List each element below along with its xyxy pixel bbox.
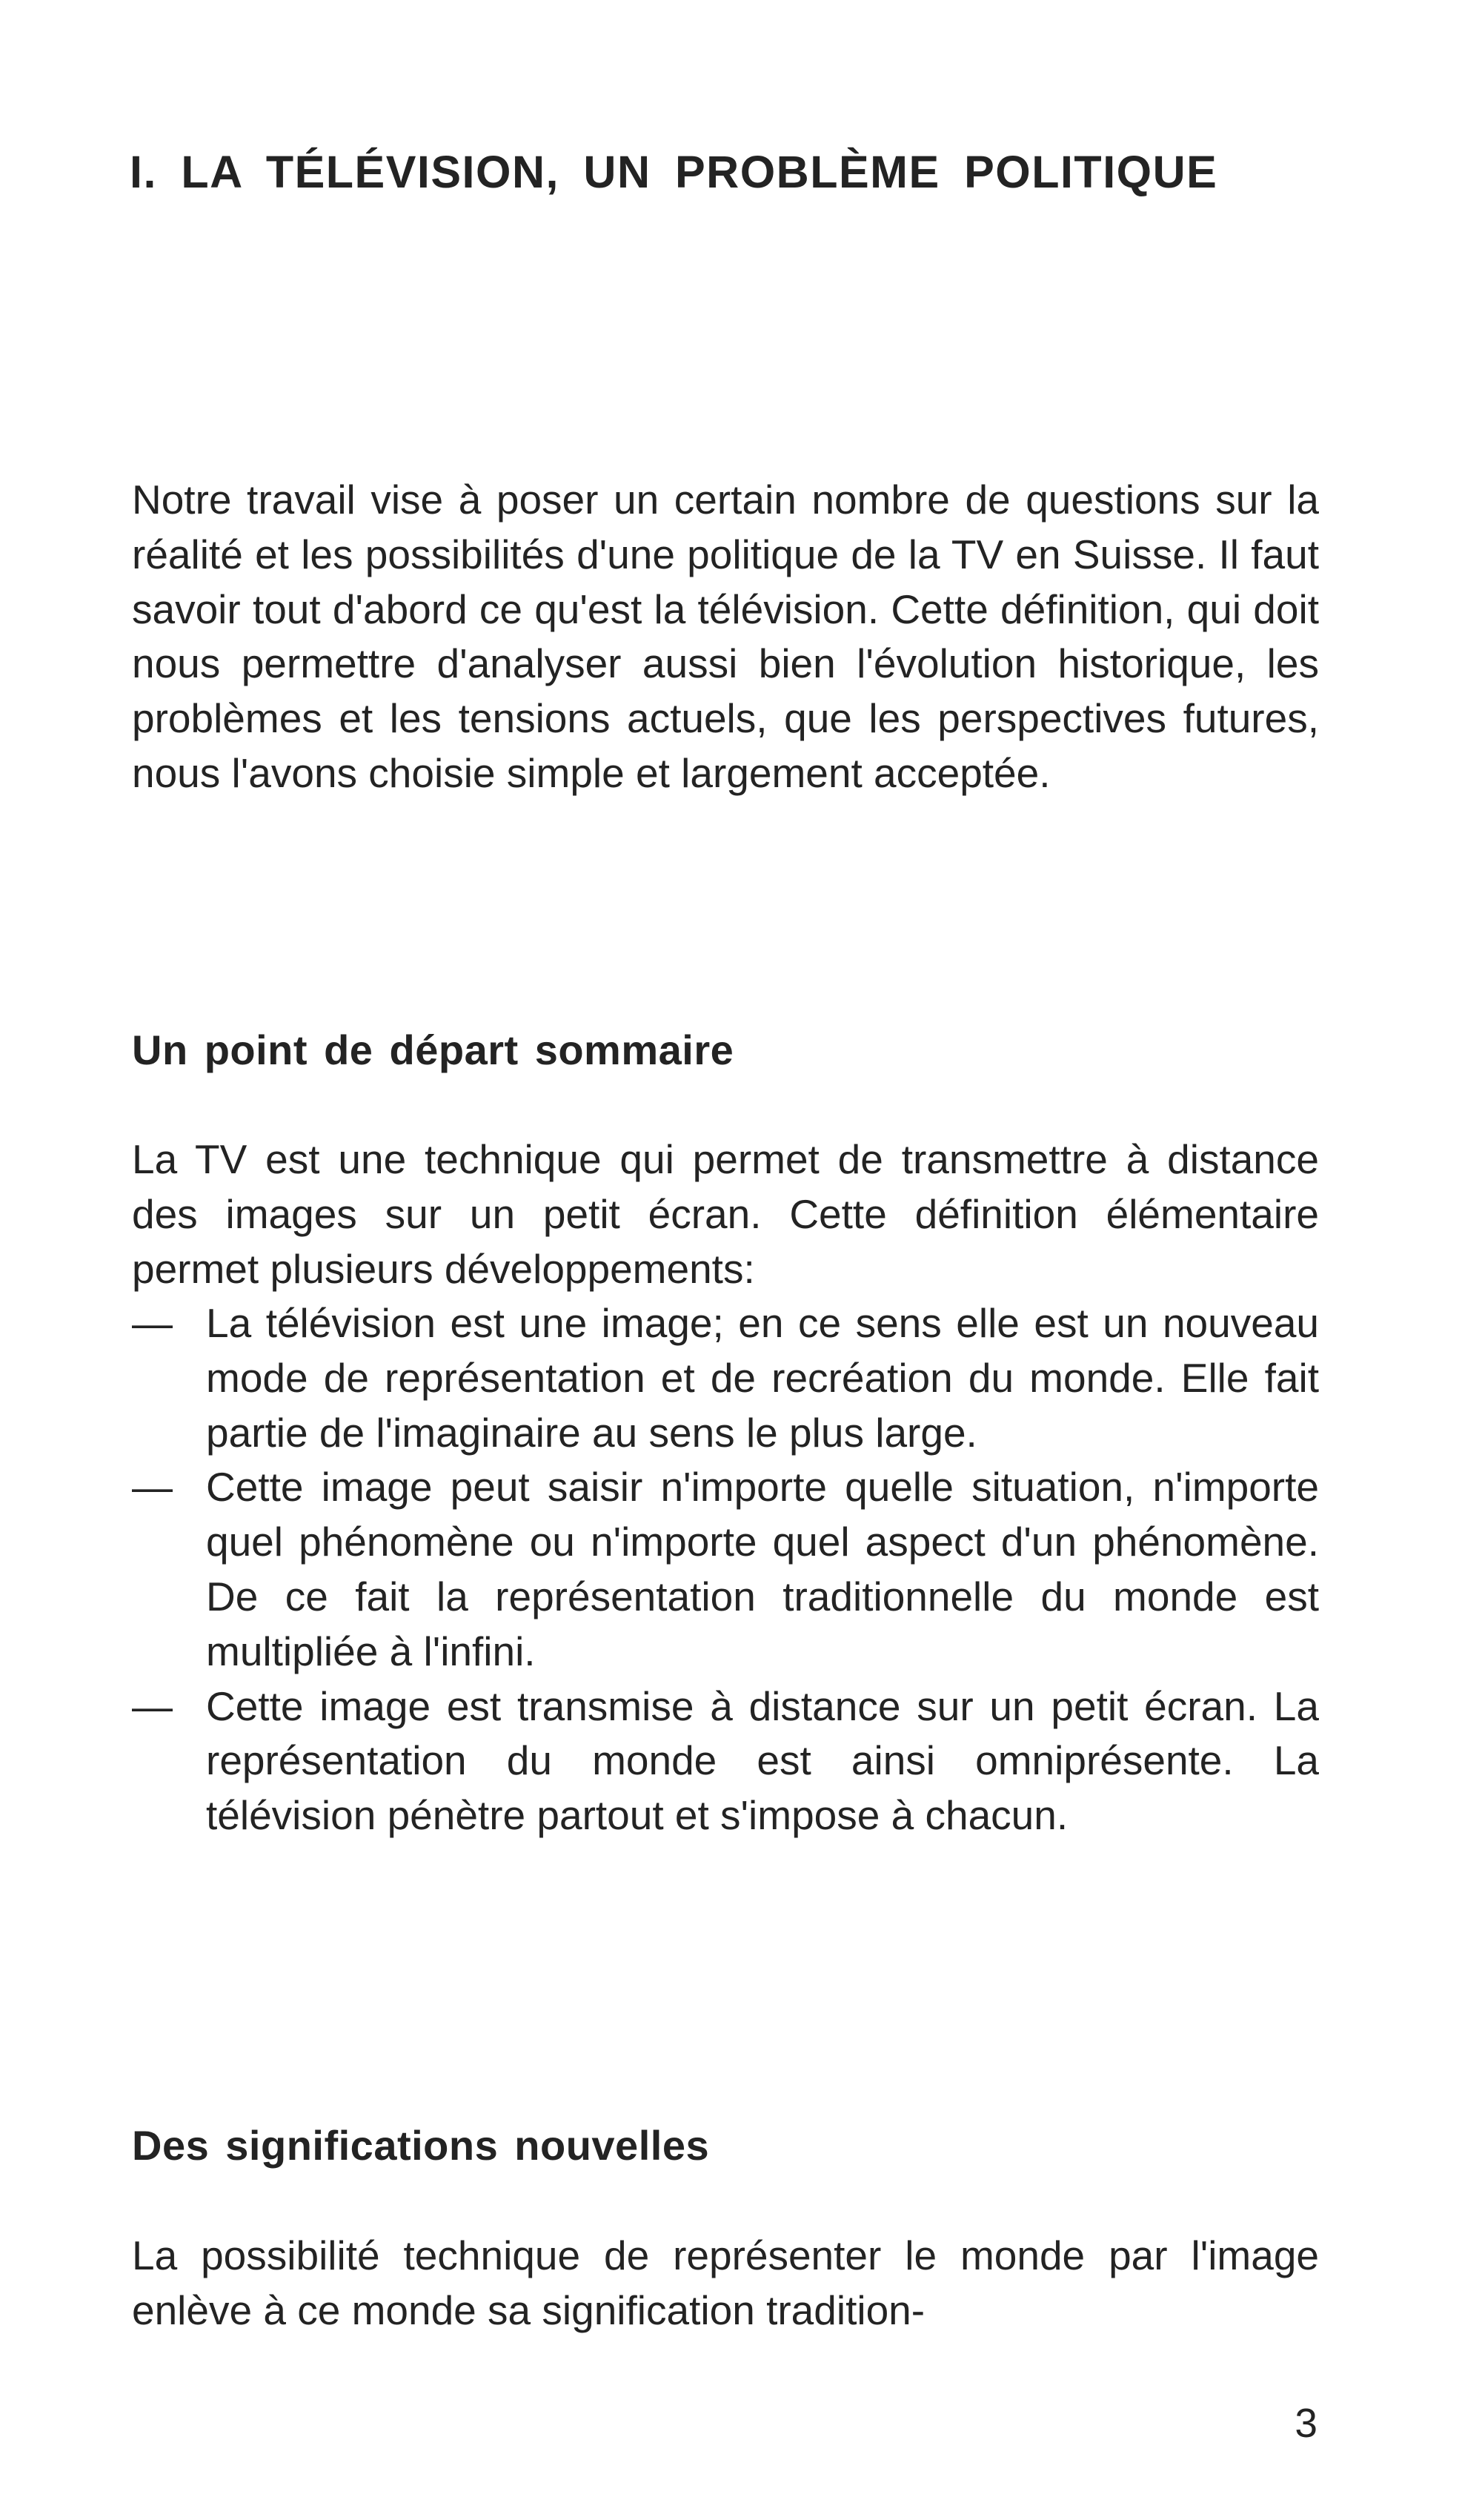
em-dash-marker: — xyxy=(132,1682,173,1729)
list-item xyxy=(132,1460,1319,1679)
list-item-text: La télévision est une image; en ce sens elle est un nouveau mode de représentation et de recréation du monde. Elle fait partie de l'imaginaire au sens le plus large. xyxy=(206,1300,1319,1456)
em-dash-marker: — xyxy=(132,1300,173,1346)
chapter-title: I. LA TÉLÉVISION, UN PROBLÈME POLITIQUE xyxy=(130,147,1218,197)
significations-paragraph: La possibilité technique de représenter le monde par l'image enlève à ce monde sa signification tradition- xyxy=(132,2232,1319,2333)
list-item xyxy=(132,1296,1319,1460)
section-heading-significations: Des significations nouvelles xyxy=(132,2122,710,2169)
section-heading-point-de-depart: Un point de départ sommaire xyxy=(132,1027,734,1073)
definition-paragraph: La TV est une technique qui permet de transmettre à distance des images sur un petit écran. Cette définition élémentaire permet plusieurs développements: xyxy=(132,1136,1319,1292)
development-list xyxy=(132,1296,1319,1843)
page-number: 3 xyxy=(1295,2400,1317,2446)
intro-paragraph: Notre travail vise à poser un certain nombre de questions sur la réalité et les possibilités d'une politique de la TV en Suisse. Il faut savoir tout d'abord ce qu'est la télévision. Cette définition, qui doit nous permettre d'analyser aussi bien l'évolution historique, les problèmes et les tensions actuels, que les perspectives futures, nous l'avons choisie simple et largement acceptée. xyxy=(132,477,1319,796)
list-item xyxy=(132,1680,1319,1843)
list-item-text: Cette image peut saisir n'importe quelle situation, n'importe quel phénomène ou n'importe quel aspect d'un phénomène. De ce fait la représentation traditionnelle du monde est multipliée à l'infini. xyxy=(206,1464,1319,1674)
em-dash-marker: — xyxy=(132,1464,173,1511)
list-item-text: Cette image est transmise à distance sur un petit écran. La représentation du monde est ainsi omniprésente. La télévision pénètre partout et s'impose à chacun. xyxy=(206,1682,1319,1839)
